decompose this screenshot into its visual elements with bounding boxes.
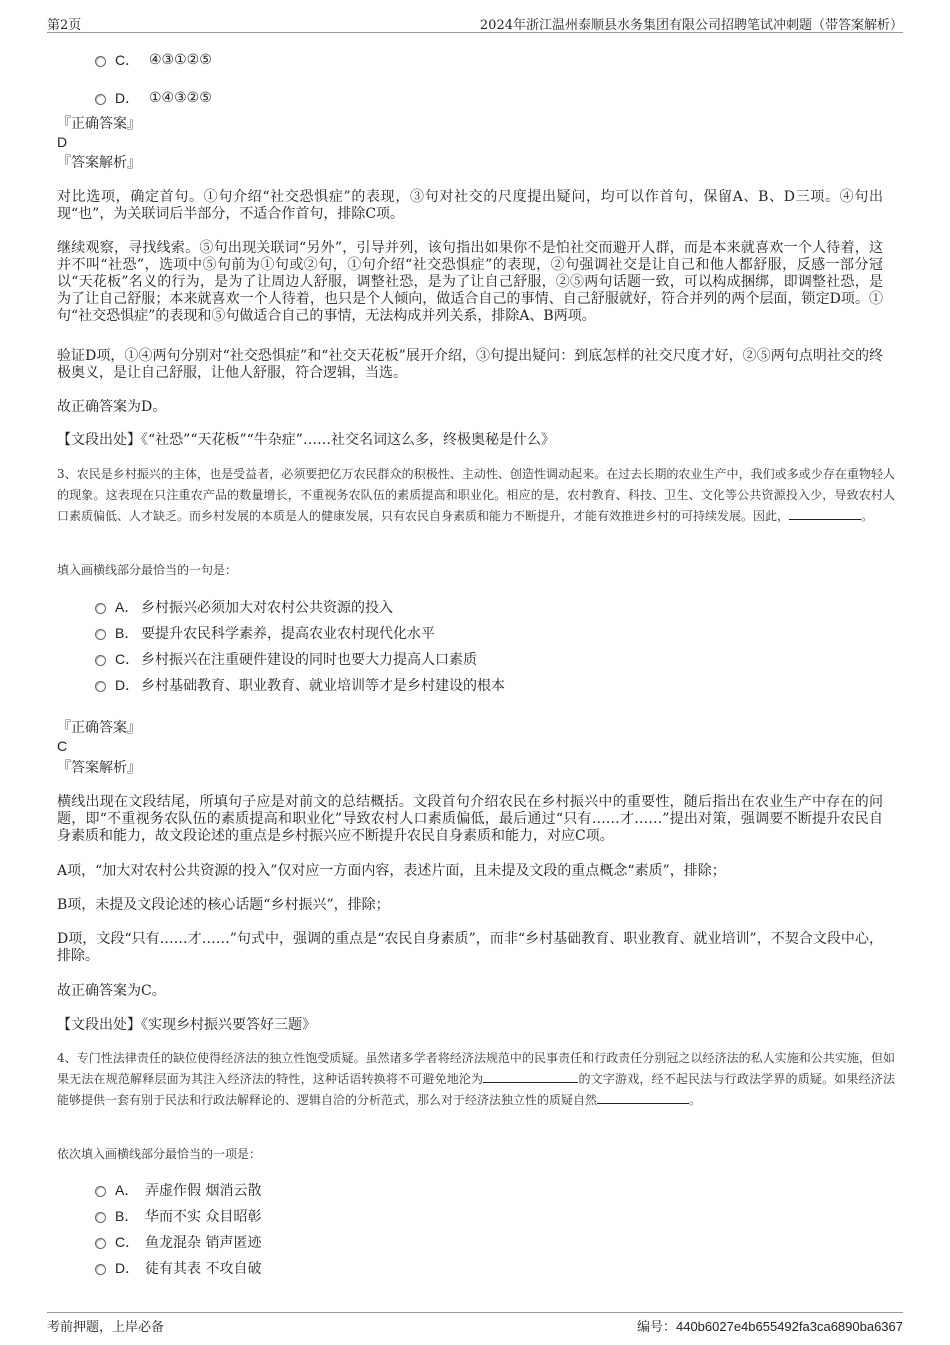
analysis-paragraph: 对比选项，确定首句。①句介绍“社交恐惧症”的表现，③句对社交的尺度提出疑问，均可以作首句，保留A、B、D三项。④句出现“也”，为关联词后半部分，不适合作首句，排除C项。 xyxy=(57,189,883,222)
analysis-paragraph: B项，未提及文段论述的核心话题“乡村振兴”，排除； xyxy=(57,897,390,913)
fill-blank xyxy=(789,508,861,520)
q4-option-a[interactable]: A． 弄虚作假 烟消云散 xyxy=(95,1180,261,1200)
q4-option-d[interactable]: D． 徒有其表 不攻自破 xyxy=(95,1258,261,1278)
analysis-paragraph: 验证D项，①④两句分别对“社交恐惧症”和“社交天花板”展开介绍，③句提出疑问：到底怎样的社交尺度才好，②⑤两句点明社交的终极奥义，是让自己舒服，让他人舒服，符合逻辑，当选。 xyxy=(57,348,883,381)
radio-icon[interactable] xyxy=(95,1186,106,1197)
document-title: 2024年浙江温州泰顺县水务集团有限公司招聘笔试冲刺题（带答案解析） xyxy=(479,18,903,33)
q2-option-d[interactable]: D． ①④③②⑤ xyxy=(95,88,212,108)
analysis-label: 『答案解析』 xyxy=(57,155,141,171)
answer-label: 『正确答案』 xyxy=(57,116,141,132)
answer-value: C xyxy=(57,738,68,754)
radio-icon[interactable] xyxy=(95,655,106,666)
radio-icon[interactable] xyxy=(95,629,106,640)
fill-blank xyxy=(483,1071,578,1083)
radio-icon[interactable] xyxy=(95,1212,106,1223)
fill-blank xyxy=(597,1092,689,1104)
radio-icon[interactable] xyxy=(95,94,106,105)
answer-value: D xyxy=(57,134,68,150)
document-code: 编号：440b6027e4b655492fa3ca6890ba6367 xyxy=(636,1319,903,1334)
analysis-paragraph: 继续观察，寻找线索。⑤句出现关联词“另外”，引导并列，该句指出如果你不是怕社交而避开人群，而是本来就喜欢一个人待着，这并不叫“社恐”，选项中⑤句前为①句或②句，①句介绍“社交恐惧症”的表现，②句强调社交是让自己和他人都舒服，反感一部分冠以“天花板”名义的行为，是为了让周边人舒服，调整社恐，是为了让自己舒服，②⑤两句话题一致，可以构成捆绑，即调整社恐，是为了让自己舒服；本来就喜欢一个人待着，也只是个人倾向，做适合自己的事情、自己舒服就好，符合并列的两个层面，锁定D项。①句“社交恐惧症”的表现和⑤句做适合自己的事情，无法构成并列关系，排除A、B两项。 xyxy=(57,240,883,324)
radio-icon[interactable] xyxy=(95,1238,106,1249)
footer-slogan: 考前押题，上岸必备 xyxy=(47,1320,165,1335)
page-header xyxy=(47,12,903,33)
answer-label: 『正确答案』 xyxy=(57,720,141,736)
question-prompt: 填入画横线部分最恰当的一句是： xyxy=(57,563,238,577)
q3-option-b[interactable]: B． 要提升农民科学素养，提高农业农村现代化水平 xyxy=(95,623,435,643)
analysis-paragraph: A项，“加大对农村公共资源的投入”仅对应一方面内容，表述片面，且未提及文段的重点概念“素质”，排除； xyxy=(57,863,726,879)
question-prompt: 依次填入画横线部分最恰当的一项是： xyxy=(57,1147,262,1161)
radio-icon[interactable] xyxy=(95,56,106,67)
analysis-label: 『答案解析』 xyxy=(57,760,141,776)
analysis-paragraph: 故正确答案为C。 xyxy=(57,983,166,999)
q3-option-c[interactable]: C． 乡村振兴在注重硬件建设的同时也要大力提高人口素质 xyxy=(95,649,477,669)
analysis-paragraph: 横线出现在文段结尾，所填句子应是对前文的总结概括。文段首句介绍农民在乡村振兴中的重要性，随后指出在农业生产中存在的问题，即“不重视务农队伍的素质提高和职业化”导致农村人口素质偏低，最后通过“只有……才……”提出对策，强调要不断提升农民自身素质和能力，故文段论述的重点是乡村振兴应不断提升农民自身素质和能力，对应C项。 xyxy=(57,794,883,844)
q4-option-c[interactable]: C． 鱼龙混杂 销声匿迹 xyxy=(95,1232,261,1252)
q2-option-c[interactable]: C． ④③①②⑤ xyxy=(95,50,212,70)
radio-icon[interactable] xyxy=(95,603,106,614)
q4-option-b[interactable]: B． 华而不实 众目昭彰 xyxy=(95,1206,261,1226)
analysis-paragraph: D项，文段“只有……才……”句式中，强调的重点是“农民自身素质”，而非“乡村基础教育、职业教育、就业培训”，不契合文段中心，排除。 xyxy=(57,931,883,964)
question-stem: 4、专门性法律责任的缺位使得经济法的独立性饱受质疑。虽然诸多学者将经济法规范中的民事责任和行政责任分别冠之以经济法的私人实施和公共实施，但如果无法在规范解释层面为其注入经济法的特性，这种话语转换将不可避免地沦为 的文字游戏，经不起民法与行政法学界的质疑。如果经济法能够提供一套有别于民法和行政法解释论的、逻辑自洽的分析范式，那么对于经济法独立性的质疑自然 。 xyxy=(57,1051,895,1107)
page-number: 第2页 xyxy=(47,18,82,33)
radio-icon[interactable] xyxy=(95,681,106,692)
source-citation: 【文段出处】《实现乡村振兴要答好三题》 xyxy=(57,1017,316,1033)
question-stem: 3、农民是乡村振兴的主体，也是受益者，必须要把亿万农民群众的积极性、主动性、创造性调动起来。在过去长期的农业生产中，我们或多或少存在重物轻人的现象。这表现在只注重农产品的数量增长，不重视务农队伍的素质提高和职业化。相应的是，农村教育、科技、卫生、文化等公共资源投入少，导致农村人口素质偏低、人才缺乏。而乡村发展的本质是人的健康发展，只有农民自身素质和能力不断提升，才能有效推进乡村的可持续发展。因此， 。 xyxy=(57,467,895,523)
analysis-paragraph: 故正确答案为D。 xyxy=(57,399,167,415)
source-citation: 【文段出处】《“社恐”“天花板”“牛杂症”……社交名词这么多，终极奥秘是什么》 xyxy=(57,432,555,448)
q3-option-a[interactable]: A． 乡村振兴必须加大对农村公共资源的投入 xyxy=(95,597,393,617)
page-footer xyxy=(47,1312,903,1337)
radio-icon[interactable] xyxy=(95,1264,106,1275)
q3-option-d[interactable]: D． 乡村基础教育、职业教育、就业培训等才是乡村建设的根本 xyxy=(95,675,505,695)
